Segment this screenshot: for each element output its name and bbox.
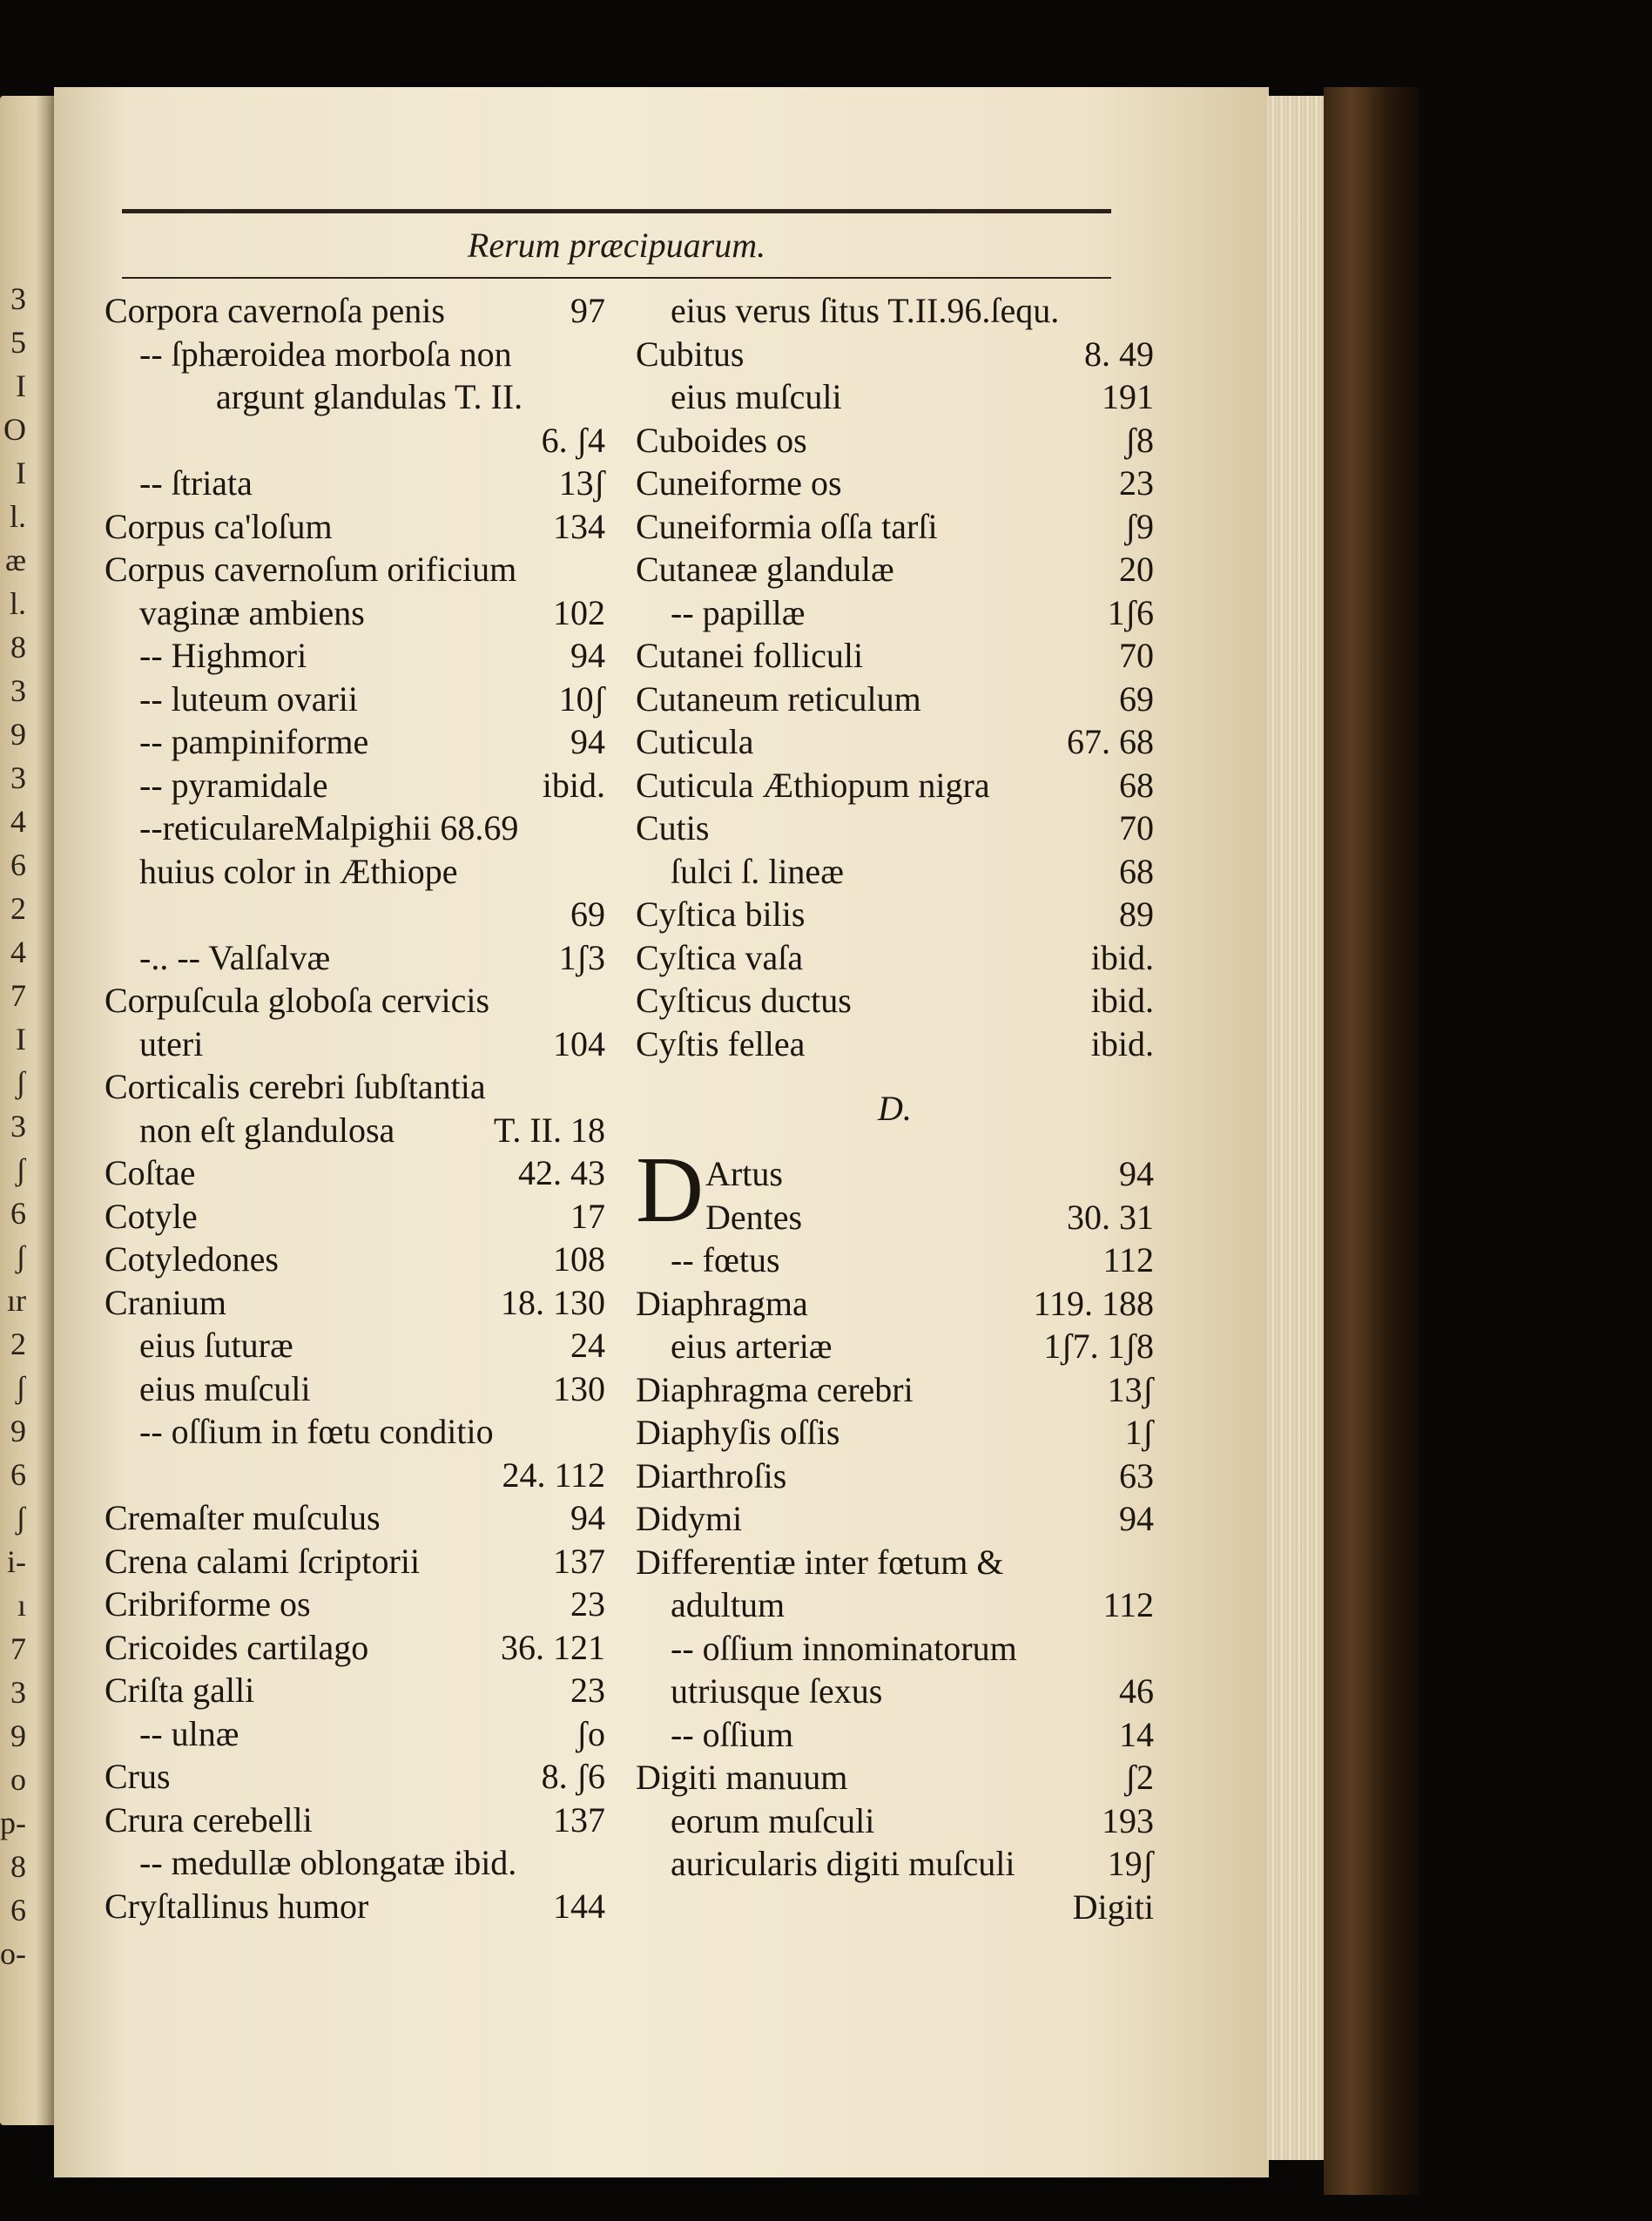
entry-page-ref: ʃ2 [1124, 1758, 1154, 1797]
entry-term: Cuticula [636, 722, 754, 761]
entry-term: -- papillæ [671, 592, 806, 632]
header-rule-top [122, 209, 1111, 213]
margin-fragment: l. [9, 586, 26, 621]
entry-term: Differentiæ inter fœtum & [636, 1542, 1004, 1582]
entry-page-ref: 94 [570, 1498, 605, 1537]
entry-term: -- pyramidale [139, 765, 328, 805]
margin-fragment: 7 [10, 978, 26, 1013]
margin-fragment: 9 [10, 1414, 26, 1448]
entry-page-ref: 6. ʃ4 [541, 420, 605, 460]
entry-page-ref: 8. 49 [1084, 334, 1154, 374]
index-entry [636, 1411, 1154, 1455]
index-entry [636, 289, 1154, 333]
entry-page-ref: 19ʃ [1107, 1844, 1154, 1883]
running-head: Rerum præcipuarum. [467, 226, 766, 265]
entry-term: Artus [705, 1154, 783, 1193]
index-entry [636, 1368, 1154, 1412]
entry-term: uteri [139, 1023, 204, 1063]
index-column-left [105, 289, 605, 1927]
entry-term: Dentes [705, 1197, 803, 1237]
entry-page-ref: 137 [553, 1541, 605, 1581]
entry-term: eius muſculi [139, 1368, 311, 1408]
index-entry [636, 333, 1154, 376]
entry-term: -- oſſium in fœtu conditio [139, 1412, 494, 1451]
index-entry [105, 764, 605, 807]
index-entry [636, 419, 1154, 462]
margin-fragment: 4 [10, 804, 26, 839]
margin-fragment: 2 [10, 891, 26, 926]
entry-term: Corpus ca'loſum [105, 506, 333, 546]
entry-term: -.. -- Valſalvæ [139, 937, 331, 977]
index-column-right [636, 289, 1154, 1928]
margin-fragment: 9 [10, 717, 26, 752]
index-entry [636, 1497, 1154, 1541]
entry-page-ref: 42. 43 [518, 1153, 605, 1192]
entry-term: -- ſtriata [139, 463, 253, 503]
entry-page-ref: 36. 121 [501, 1627, 605, 1667]
entry-page-ref: ibid. [1090, 1023, 1154, 1063]
page-block-edge [1267, 96, 1326, 2160]
entry-term: Crura cerebelli [105, 1799, 313, 1840]
margin-fragment: 6 [10, 1457, 26, 1492]
entry-term: Cyſtica vaſa [636, 937, 804, 977]
entry-page-ref: 144 [553, 1886, 605, 1926]
entry-page-ref: 94 [570, 722, 605, 761]
entry-page-ref: 68 [1119, 765, 1154, 805]
entry-term: Criſta galli [105, 1671, 255, 1710]
index-entry [636, 850, 1154, 894]
entry-page-ref: 70 [1119, 636, 1154, 675]
left-page-margin-fragments [0, 277, 26, 1975]
entry-term: -- medullæ oblongatæ ibid. [139, 1843, 517, 1882]
index-entry [105, 1065, 605, 1109]
catchword: Digiti [1072, 1887, 1154, 1927]
entry-page-ref: 67. 68 [1067, 722, 1154, 761]
entry-page-ref: 24 [570, 1326, 605, 1365]
index-entry [105, 807, 605, 850]
entry-term: -- oſſium [671, 1714, 794, 1754]
section-letter: D. [878, 1089, 912, 1128]
index-entry [636, 678, 1154, 721]
entry-page-ref: 23 [570, 1584, 605, 1624]
entry-term: eius verus ſitus T.II.96.ſequ. [671, 291, 1060, 330]
index-entry [105, 1799, 605, 1842]
entry-term: -- luteum ovarii [139, 678, 359, 719]
entry-page-ref: 69 [1119, 678, 1154, 719]
index-entry [636, 634, 1154, 678]
margin-fragment: l. [9, 499, 26, 534]
index-entry [636, 1842, 1154, 1886]
entry-term: Cuneiformia oſſa tarſi [636, 506, 938, 546]
margin-fragment: 8 [10, 630, 26, 665]
index-entry [636, 462, 1154, 505]
entry-term: -- ſphæroidea morboſa non [139, 334, 512, 374]
entry-page-ref: 94 [1119, 1499, 1154, 1538]
index-entry [105, 1195, 605, 1239]
index-entry [636, 1325, 1154, 1368]
entry-page-ref: 104 [553, 1023, 605, 1063]
index-entry [105, 1755, 605, 1799]
entry-term: Diaphragma [636, 1283, 808, 1323]
index-entry [636, 505, 1154, 549]
entry-term: Cutaneum reticulum [636, 678, 921, 719]
index-entry [105, 720, 605, 764]
index-entry [105, 1712, 605, 1756]
margin-fragment: ʃ [16, 1370, 26, 1405]
index-entry [636, 764, 1154, 807]
entry-term: Cyſticus ductus [636, 981, 852, 1020]
entry-page-ref: 1ʃ [1124, 1413, 1154, 1452]
dropcap-letter: D [636, 1138, 704, 1242]
entry-page-ref: 112 [1102, 1585, 1154, 1624]
entry-term: -- oſſium innominatorum [671, 1628, 1017, 1668]
margin-fragment: 3 [10, 760, 26, 795]
entry-page-ref: 17 [570, 1196, 605, 1236]
entry-term: Corpora cavernoſa penis [105, 291, 445, 330]
entry-page-ref: 1ʃ7. 1ʃ8 [1043, 1327, 1154, 1366]
entry-term: -- fœtus [671, 1240, 780, 1279]
index-entry [105, 1367, 605, 1411]
entry-page-ref: 102 [553, 592, 605, 632]
margin-fragment: i- [7, 1544, 26, 1579]
entry-term: Cyſtis fellea [636, 1023, 806, 1063]
entry-page-ref: 70 [1119, 808, 1154, 847]
entry-term: argunt glandulas T. II. [216, 377, 523, 416]
header-rule-bottom [122, 277, 1111, 279]
index-entry [105, 1496, 605, 1540]
entry-term: Cubitus [636, 334, 745, 374]
margin-fragment: I [16, 456, 26, 490]
index-entry [636, 807, 1154, 850]
index-entry [105, 936, 605, 980]
entry-page-ref: 13ʃ [558, 463, 605, 503]
index-entry [636, 1756, 1154, 1799]
entry-page-ref: 193 [1102, 1800, 1154, 1840]
entry-page-ref: 97 [570, 291, 605, 330]
entry-term: vaginæ ambiens [139, 592, 365, 632]
index-entry [636, 1541, 1154, 1584]
entry-page-ref: 23 [570, 1671, 605, 1710]
index-entry [105, 1626, 605, 1670]
entry-page-ref: 1ʃ3 [558, 937, 605, 977]
entry-term: -- ulnæ [139, 1713, 239, 1753]
margin-fragment: 2 [10, 1327, 26, 1361]
index-entry [105, 1023, 605, 1066]
entry-term: utriusque ſexus [671, 1671, 883, 1711]
entry-page-ref: 68 [1119, 851, 1154, 891]
index-entry [105, 1454, 605, 1497]
entry-term: Cranium [105, 1282, 226, 1322]
entry-page-ref: 13ʃ [1107, 1369, 1154, 1409]
entry-term: eius ſuturæ [139, 1326, 293, 1365]
entry-term: Crena calami ſcriptorii [105, 1541, 421, 1581]
entry-page-ref: T. II. 18 [493, 1110, 605, 1150]
index-entry [105, 1669, 605, 1712]
index-entry [636, 1239, 1154, 1282]
entry-term: Cribriforme os [105, 1584, 311, 1624]
index-entry [105, 979, 605, 1023]
entry-term: Corticalis cerebri ſubſtantia [105, 1067, 486, 1106]
entry-term: non eſt glandulosa [139, 1110, 395, 1150]
entry-term: -- pampiniforme [139, 722, 369, 761]
index-entry [105, 462, 605, 505]
index-entry [105, 333, 605, 376]
index-entry [105, 591, 605, 635]
entry-page-ref: ʃ9 [1124, 506, 1154, 546]
margin-fragment: 9 [10, 1718, 26, 1753]
entry-term: Cutaneæ glandulæ [636, 550, 894, 589]
index-entry [636, 1282, 1154, 1326]
index-entry [105, 289, 605, 333]
entry-term: Cyſtica bilis [636, 894, 806, 934]
index-entry [636, 936, 1154, 980]
index-entry [105, 893, 605, 936]
index-entry [636, 1713, 1154, 1757]
margin-fragment: 7 [10, 1631, 26, 1666]
entry-term: Didymi [636, 1499, 743, 1538]
entry-term: Crus [105, 1757, 171, 1796]
index-entry [636, 1583, 1154, 1627]
margin-fragment: 5 [10, 325, 26, 360]
margin-fragment: ır [7, 1283, 26, 1318]
index-entry [105, 548, 605, 591]
entry-page-ref: 24. 112 [502, 1455, 605, 1495]
index-entry [636, 1023, 1154, 1066]
index-entry [636, 375, 1154, 419]
entry-term: eorum muſculi [671, 1800, 875, 1840]
index-entry [636, 1196, 1154, 1239]
entry-term: --reticulareMalpighii 68.69 [139, 808, 519, 847]
margin-fragment: 6 [10, 1196, 26, 1231]
entry-page-ref: 108 [553, 1239, 605, 1279]
entry-term: auricularis digiti muſculi [671, 1844, 1015, 1883]
index-entry [636, 1799, 1154, 1843]
entry-page-ref: 94 [1119, 1154, 1154, 1193]
margin-fragment: 3 [10, 1675, 26, 1710]
index-entry [105, 634, 605, 678]
index-entry [105, 1410, 605, 1454]
entry-term: Cutis [636, 808, 710, 847]
entry-page-ref: 46 [1119, 1671, 1154, 1711]
entry-term: Diaphragma cerebri [636, 1369, 914, 1409]
index-entry [636, 1627, 1154, 1671]
index-entry [105, 1540, 605, 1583]
entry-term: eius muſculi [671, 377, 842, 416]
entry-page-ref: 14 [1119, 1714, 1154, 1754]
index-entry [105, 850, 605, 894]
entry-page-ref: 23 [1119, 463, 1154, 503]
entry-page-ref: 10ʃ [558, 678, 605, 719]
margin-fragment: ʃ [16, 1152, 26, 1187]
entry-term: Corpus cavernoſum orificium [105, 550, 517, 589]
entry-term: Diaphyſis oſſis [636, 1413, 840, 1452]
entry-page-ref: 69 [570, 894, 605, 934]
entry-term: Cremaſter muſculus [105, 1498, 381, 1537]
index-entry [105, 1324, 605, 1367]
index-entry [105, 1281, 605, 1325]
index-entry [105, 505, 605, 549]
leather-cover-edge [1324, 87, 1419, 2195]
entry-page-ref: 112 [1102, 1240, 1154, 1279]
index-entry [636, 1455, 1154, 1498]
margin-fragment: æ [4, 543, 26, 577]
margin-fragment: o- [0, 1936, 26, 1971]
margin-fragment: ʃ [16, 1239, 26, 1274]
entry-page-ref: 1ʃ6 [1107, 592, 1154, 632]
entry-page-ref: 94 [570, 636, 605, 675]
entry-term: Digiti manuum [636, 1758, 848, 1797]
entry-page-ref: 191 [1102, 377, 1154, 416]
margin-fragment: O [3, 412, 26, 447]
margin-fragment: 6 [10, 847, 26, 882]
index-entry [105, 1583, 605, 1626]
entry-term: Corpuſcula globoſa cervicis [105, 981, 490, 1020]
entry-page-ref: 63 [1119, 1455, 1154, 1495]
entry-term: ſulci ſ. lineæ [671, 851, 844, 891]
margin-fragment: ı [17, 1588, 26, 1623]
index-entry [636, 893, 1154, 936]
entry-page-ref: ibid. [1090, 937, 1154, 977]
margin-fragment: p- [0, 1806, 26, 1840]
margin-fragment: I [16, 1022, 26, 1056]
entry-page-ref: 30. 31 [1067, 1197, 1154, 1237]
margin-fragment: 4 [10, 935, 26, 969]
index-entry [105, 1109, 605, 1152]
margin-fragment: ʃ [16, 1065, 26, 1100]
index-entry [636, 591, 1154, 635]
margin-fragment: 6 [10, 1893, 26, 1927]
entry-page-ref: 130 [553, 1368, 605, 1408]
entry-page-ref: ʃo [576, 1713, 605, 1753]
index-entry [636, 720, 1154, 764]
index-entry [636, 548, 1154, 591]
entry-page-ref: 18. 130 [501, 1282, 605, 1322]
entry-term: Cotyledones [105, 1239, 279, 1279]
margin-fragment: 3 [10, 673, 26, 708]
entry-term: Cuboides os [636, 420, 807, 460]
entry-term: -- Highmori [139, 636, 307, 675]
entry-term: Diarthroſis [636, 1455, 787, 1495]
entry-term: Cryſtallinus humor [105, 1886, 369, 1926]
index-entry [105, 678, 605, 721]
entry-term: Cuneiforme os [636, 463, 842, 503]
entry-page-ref: 137 [553, 1799, 605, 1840]
index-entry [636, 979, 1154, 1023]
index-entry [105, 1151, 605, 1195]
entry-page-ref: 134 [553, 506, 605, 546]
margin-fragment: 8 [10, 1849, 26, 1884]
index-entry [105, 419, 605, 462]
margin-fragment: ʃ [16, 1501, 26, 1536]
margin-fragment: 3 [10, 281, 26, 316]
index-entry [105, 375, 605, 419]
entry-page-ref: 8. ʃ6 [541, 1757, 605, 1796]
entry-term: Cricoides cartilago [105, 1627, 369, 1667]
margin-fragment: 3 [10, 1109, 26, 1144]
entry-page-ref: ʃ8 [1124, 420, 1154, 460]
index-entry [105, 1841, 605, 1885]
margin-fragment: I [16, 368, 26, 403]
entry-page-ref: ibid. [542, 765, 605, 805]
index-entry [105, 1885, 605, 1928]
entry-term: Cotyle [105, 1196, 198, 1236]
entry-page-ref: 20 [1119, 550, 1154, 589]
entry-term: Cutanei folliculi [636, 636, 864, 675]
entry-term: Cuticula Æthiopum nigra [636, 765, 990, 805]
entry-page-ref: 119. 188 [1033, 1283, 1154, 1323]
entry-page-ref: ibid. [1090, 981, 1154, 1020]
index-entry [636, 1670, 1154, 1713]
entry-term: huius color in Æthiope [139, 851, 458, 891]
index-entry [105, 1238, 605, 1281]
margin-fragment: o [10, 1762, 26, 1797]
entry-term: Coſtae [105, 1153, 196, 1192]
entry-term: eius arteriæ [671, 1327, 833, 1366]
entry-page-ref: 89 [1119, 894, 1154, 934]
entry-term: adultum [671, 1585, 786, 1624]
index-entry [636, 1152, 1154, 1196]
